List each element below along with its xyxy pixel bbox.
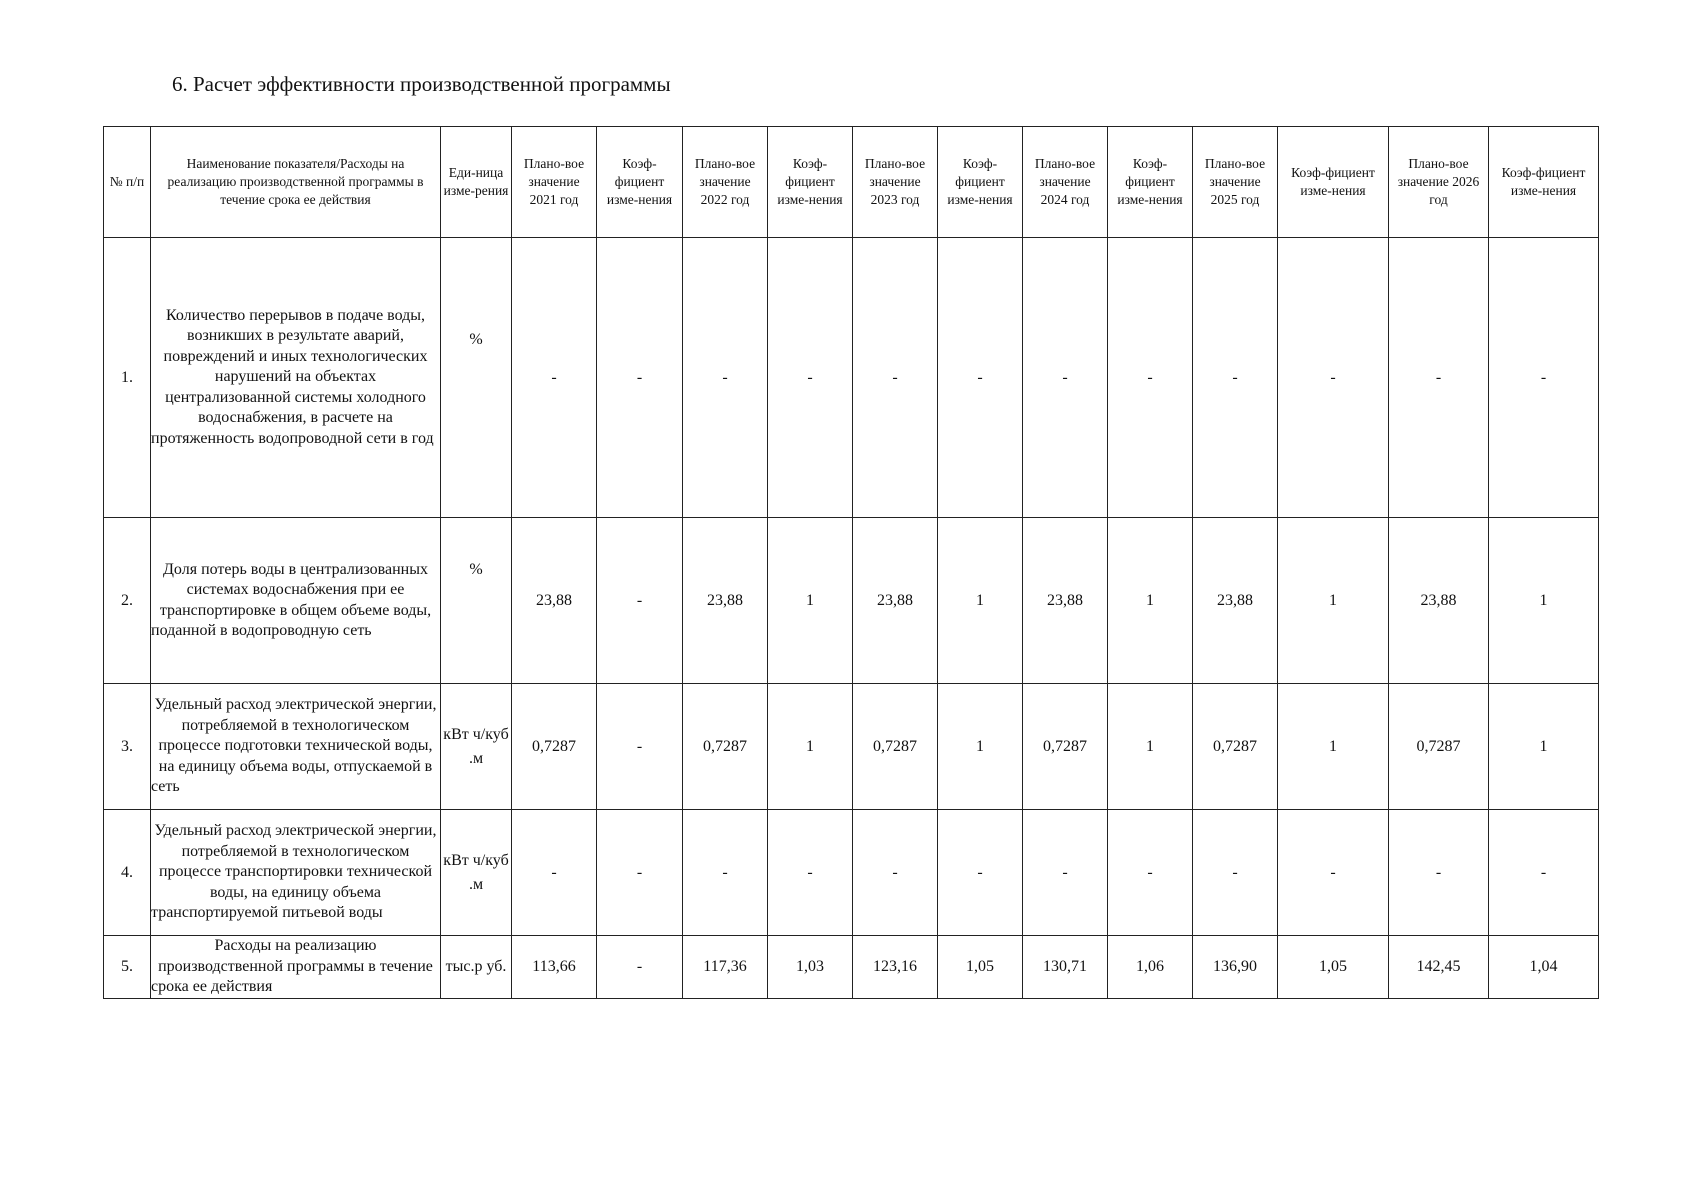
- table-row: [104, 684, 1599, 810]
- value-cell: 1: [1489, 518, 1599, 684]
- value-cell: 1: [938, 518, 1023, 684]
- header-cell: Наименование показателя/Расходы на реализацию производственной программы в течение срока ее действия: [151, 127, 441, 238]
- header-cell: Коэф-фициент изме-нения: [597, 127, 683, 238]
- value-cell: 1: [768, 518, 853, 684]
- header-cell: Коэф-фициент изме-нения: [1108, 127, 1193, 238]
- value-cell: 1: [1108, 518, 1193, 684]
- value-cell: 0,7287: [1023, 684, 1108, 810]
- value-cell: 23,88: [1023, 518, 1108, 684]
- unit-cell: кВт ч/куб .м: [441, 810, 512, 936]
- value-cell: -: [1389, 238, 1489, 518]
- value-cell: 1: [1278, 684, 1389, 810]
- row-number: 5.: [104, 936, 151, 999]
- value-cell: -: [683, 238, 768, 518]
- value-cell: -: [597, 810, 683, 936]
- value-cell: 0,7287: [853, 684, 938, 810]
- value-cell: -: [853, 810, 938, 936]
- row-number: 2.: [104, 518, 151, 684]
- value-cell: 1,05: [1278, 936, 1389, 999]
- table-header-row: [104, 127, 1599, 238]
- value-cell: 130,71: [1023, 936, 1108, 999]
- value-cell: -: [768, 810, 853, 936]
- header-cell: Коэф-фициент изме-нения: [1489, 127, 1599, 238]
- efficiency-table: [103, 126, 1599, 999]
- value-cell: -: [1023, 810, 1108, 936]
- value-cell: 0,7287: [512, 684, 597, 810]
- value-cell: 0,7287: [683, 684, 768, 810]
- header-cell: Плано-вое значение 2025 год: [1193, 127, 1278, 238]
- header-cell: Плано-вое значение 2023 год: [853, 127, 938, 238]
- page-title: 6. Расчет эффективности производственной программы: [172, 72, 671, 96]
- unit-cell: %: [441, 238, 512, 518]
- row-number: 1.: [104, 238, 151, 518]
- header-cell: № п/п: [104, 127, 151, 238]
- indicator-name: Расходы на реализацию производственной программы в течение срока ее действия: [151, 936, 441, 999]
- header-cell: Плано-вое значение 2026 год: [1389, 127, 1489, 238]
- value-cell: 1,06: [1108, 936, 1193, 999]
- value-cell: -: [683, 810, 768, 936]
- header-cell: Плано-вое значение 2022 год: [683, 127, 768, 238]
- row-number: 4.: [104, 810, 151, 936]
- value-cell: -: [1023, 238, 1108, 518]
- header-cell: Плано-вое значение 2021 год: [512, 127, 597, 238]
- value-cell: -: [1193, 810, 1278, 936]
- table-row: [104, 518, 1599, 684]
- value-cell: 113,66: [512, 936, 597, 999]
- table-row: [104, 936, 1599, 999]
- value-cell: -: [512, 810, 597, 936]
- indicator-name: Количество перерывов в подаче воды, возникших в результате аварий, повреждений и иных технологических нарушений на объектах централизованной системы холодного водоснабжения, в расчете на протяженность водопроводной сети в год: [151, 238, 441, 518]
- value-cell: -: [597, 936, 683, 999]
- value-cell: 117,36: [683, 936, 768, 999]
- value-cell: -: [938, 238, 1023, 518]
- value-cell: -: [1278, 810, 1389, 936]
- value-cell: 1,05: [938, 936, 1023, 999]
- value-cell: 23,88: [512, 518, 597, 684]
- value-cell: -: [512, 238, 597, 518]
- header-cell: Плано-вое значение 2024 год: [1023, 127, 1108, 238]
- indicator-name: Удельный расход электрической энергии, потребляемой в технологическом процессе подготовки технической воды, на единицу объема воды, отпускаемой в сеть: [151, 684, 441, 810]
- value-cell: 23,88: [1193, 518, 1278, 684]
- row-number: 3.: [104, 684, 151, 810]
- value-cell: 1: [1489, 684, 1599, 810]
- header-cell: Еди-ница изме-рения: [441, 127, 512, 238]
- value-cell: -: [1193, 238, 1278, 518]
- value-cell: 1: [768, 684, 853, 810]
- indicator-name: Удельный расход электрической энергии, потребляемой в технологическом процессе транспортировки технической воды, на единицу объема транспортируемой питьевой воды: [151, 810, 441, 936]
- value-cell: 123,16: [853, 936, 938, 999]
- header-cell: Коэф-фициент изме-нения: [768, 127, 853, 238]
- value-cell: 23,88: [853, 518, 938, 684]
- value-cell: -: [768, 238, 853, 518]
- value-cell: -: [597, 518, 683, 684]
- value-cell: -: [597, 238, 683, 518]
- header-cell: Коэф-фициент изме-нения: [1278, 127, 1389, 238]
- indicator-name: Доля потерь воды в централизованных системах водоснабжения при ее транспортировке в общем объеме воды, поданной в водопроводную сеть: [151, 518, 441, 684]
- value-cell: -: [1108, 810, 1193, 936]
- value-cell: -: [938, 810, 1023, 936]
- unit-cell: тыс.р уб.: [441, 936, 512, 999]
- value-cell: 23,88: [1389, 518, 1489, 684]
- value-cell: -: [1389, 810, 1489, 936]
- value-cell: 142,45: [1389, 936, 1489, 999]
- value-cell: -: [1278, 238, 1389, 518]
- value-cell: 1,04: [1489, 936, 1599, 999]
- value-cell: 0,7287: [1193, 684, 1278, 810]
- value-cell: 1: [938, 684, 1023, 810]
- table-row: [104, 238, 1599, 518]
- unit-cell: кВт ч/куб .м: [441, 684, 512, 810]
- unit-cell: %: [441, 518, 512, 684]
- value-cell: -: [1108, 238, 1193, 518]
- value-cell: 1: [1108, 684, 1193, 810]
- value-cell: 1,03: [768, 936, 853, 999]
- value-cell: -: [853, 238, 938, 518]
- value-cell: 0,7287: [1389, 684, 1489, 810]
- value-cell: -: [1489, 238, 1599, 518]
- table-row: [104, 810, 1599, 936]
- value-cell: -: [597, 684, 683, 810]
- value-cell: 1: [1278, 518, 1389, 684]
- value-cell: 136,90: [1193, 936, 1278, 999]
- value-cell: -: [1489, 810, 1599, 936]
- header-cell: Коэф-фициент изме-нения: [938, 127, 1023, 238]
- value-cell: 23,88: [683, 518, 768, 684]
